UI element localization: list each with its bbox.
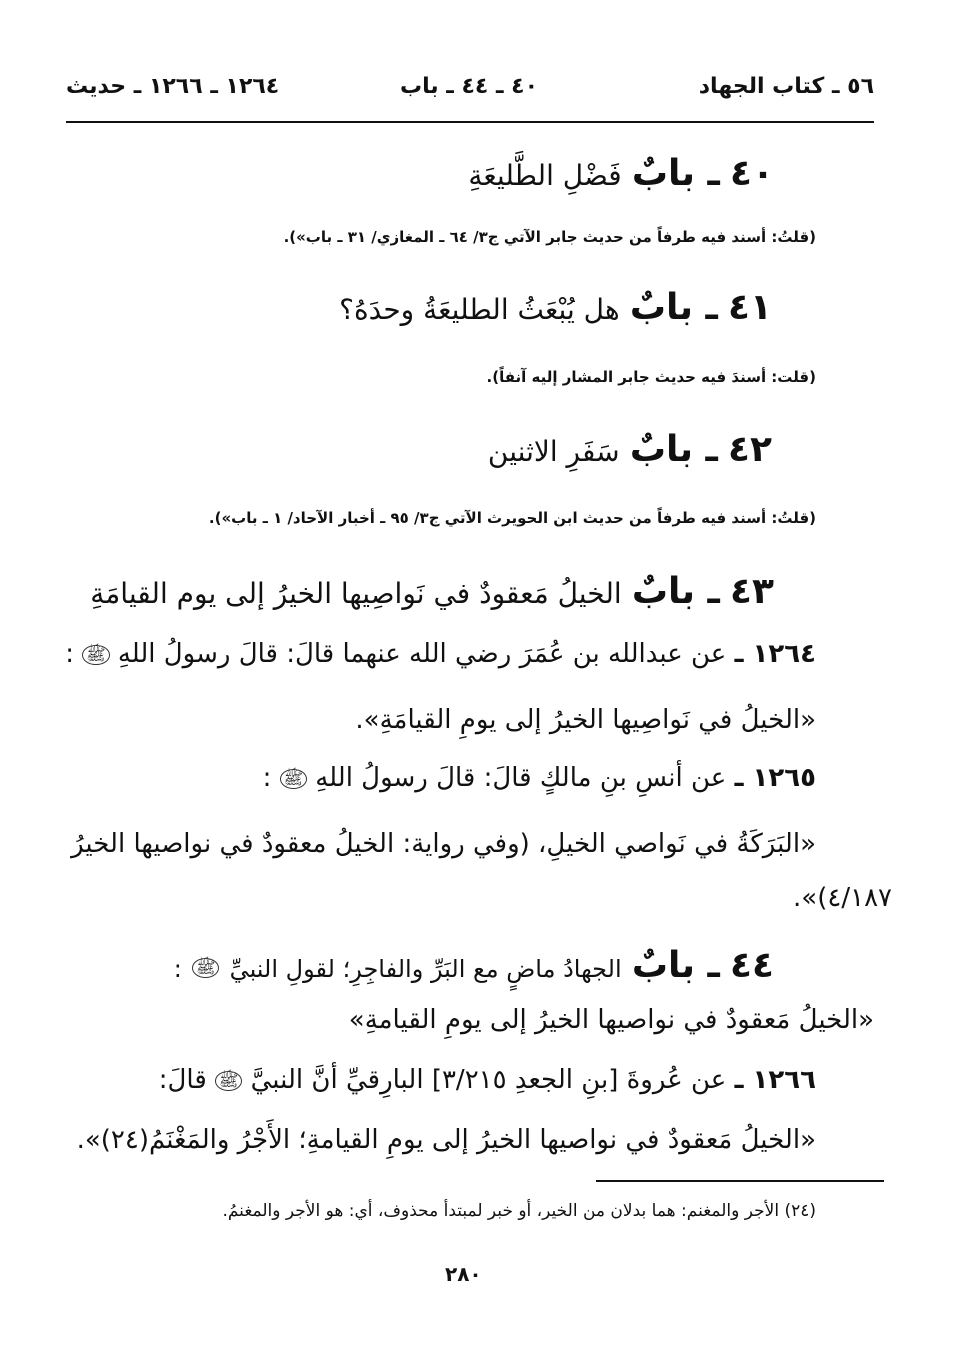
page-number: ٢٨٠ xyxy=(445,1262,482,1286)
hadith-1264-line-2: «الخيلُ في نَواصِيها الخيرُ إلى يومِ القيامَةِ». xyxy=(355,705,816,735)
footnote: (٢٤) الأجر والمغنم: هما بدلان من الخير، أو خبر لمبتدأ محذوف، أي: هو الأجر والمغنمُ. xyxy=(222,1201,816,1221)
chapter-title: فَضْلِ الطَّليعَةِ xyxy=(468,159,622,192)
chapter-title-end: : xyxy=(173,955,182,983)
chapter-bab: ـ بابٌ xyxy=(631,945,720,986)
hadith-text-end: : xyxy=(65,639,74,669)
hadith-1265-line-3: ٤/١٨٧)». xyxy=(793,883,892,913)
footnote-divider xyxy=(596,1180,884,1182)
hadith-number: ١٢٦٤ ـ xyxy=(734,639,816,669)
hadith-text: عن أنسِ بنِ مالكٍ قالَ: قالَ رسولُ اللهِ xyxy=(315,763,727,793)
chapter-number: ٤٠ xyxy=(730,153,774,194)
hadith-1264-line-1 xyxy=(65,632,816,676)
chapter-bab: ـ بابٌ xyxy=(629,429,718,470)
salutation-icon: ﷺ xyxy=(82,645,109,665)
salutation-icon: ﷺ xyxy=(280,769,307,789)
header-hadith-range: ١٢٦٤ ـ ١٢٦٦ ـ حديث xyxy=(66,74,280,99)
chapter-number: ٤٢ xyxy=(728,429,772,470)
chapter-bab: ـ بابٌ xyxy=(631,571,720,612)
chapter-bab: ـ بابٌ xyxy=(631,153,720,194)
salutation-icon: ﷺ xyxy=(215,1071,242,1091)
header-chapter-range: ٤٠ ـ ٤٤ ـ باب xyxy=(400,74,539,99)
hadith-1266-line-2: «الخيلُ مَعقودٌ في نواصيها الخيرُ إلى يومِ القيامةِ؛ الأَجْرُ والمَغْنَمُ(٢٤)». xyxy=(76,1125,816,1155)
hadith-text-end: : xyxy=(262,763,272,793)
chapter-note-41: (قلت: أسندَ فيه حديث جابر المشار إليه آنفاً). xyxy=(486,368,816,386)
chapter-heading-40 xyxy=(468,148,774,202)
chapter-title: الخيلُ مَعقودٌ في نَواصِيها الخيرُ إلى يوم القيامَةِ xyxy=(90,577,622,610)
chapter-bab: ـ بابٌ xyxy=(629,287,718,328)
chapter-number: ٤٤ xyxy=(730,945,774,986)
chapter-title: الجهادُ ماضٍ مع البَرِّ والفاجِرِ؛ لقولِ النبيِّ xyxy=(229,955,622,983)
chapter-number: ٤١ xyxy=(728,287,772,328)
chapter-heading-43 xyxy=(90,566,774,620)
hadith-text: عن عُروةَ [بنِ الجعدِ ٣/٢١٥] البارِقيِّ أنَّ النبيَّ xyxy=(250,1065,727,1095)
chapter-note-42: (قلتُ: أسند فيه طرفاً من حديث ابن الحويرث الآتي ج٣/ ٩٥ ـ أخبار الآحاد/ ١ ـ باب»). xyxy=(208,509,816,527)
hadith-1266-line-1 xyxy=(159,1058,816,1102)
hadith-text-end: قالَ: xyxy=(158,1065,207,1095)
hadith-text: عن عبدالله بن عُمَرَ رضي الله عنهما قالَ: قالَ رسولُ اللهِ xyxy=(117,639,727,669)
header-book-title: ٥٦ ـ كتاب الجهاد xyxy=(698,74,874,99)
salutation-icon: ﷺ xyxy=(192,958,219,978)
hadith-number: ١٢٦٥ ـ xyxy=(734,763,816,793)
chapter-number: ٤٣ xyxy=(730,571,774,612)
chapter-heading-44 xyxy=(174,940,774,995)
chapter-note-40: (قلتُ: أسند فيه طرفاً من حديث جابر الآتي ج٣/ ٦٤ ـ المغازي/ ٣١ ـ باب»). xyxy=(283,228,816,246)
chapter-title: هل يُبْعَثُ الطليعَةُ وحدَهُ؟ xyxy=(339,293,620,326)
header-divider xyxy=(66,121,874,123)
hadith-1265-line-2: «البَرَكَةُ في نَواصي الخيلِ، (وفي رواية: الخيلُ معقودٌ في نواصيها الخيرُ xyxy=(71,829,816,859)
chapter-44-line-2: «الخيلُ مَعقودٌ في نواصيها الخيرُ إلى يومِ القيامةِ» xyxy=(348,1005,874,1035)
hadith-1265-line-1 xyxy=(263,756,816,800)
chapter-heading-41 xyxy=(339,282,772,336)
chapter-heading-42 xyxy=(488,424,772,478)
chapter-title: سَفَرِ الاثنين xyxy=(487,435,620,468)
hadith-number: ١٢٦٦ ـ xyxy=(734,1065,816,1095)
